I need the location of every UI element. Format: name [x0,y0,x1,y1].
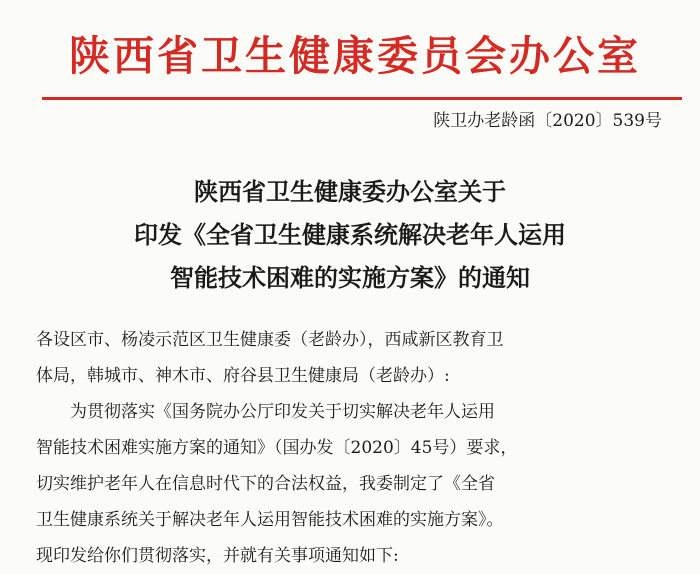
addressee-line: 体局，韩城市、神木市、府谷县卫生健康局（老龄办）: [36,366,450,386]
document-body [36,322,676,574]
addressee-line: 各设区市、杨凌示范区卫生健康委（老龄办），西咸新区教育卫 [36,330,504,350]
body-line: 现印发给你们贯彻落实，并就有关事项通知如下: [36,546,399,566]
title-line: 智能技术困难的实施方案》的通知 [170,263,530,292]
body-line: 切实维护老年人在信息时代下的合法权益，我委制定了《全省 [36,474,495,494]
body-line: 卫生健康系统关于解决老年人运用智能技术困难的实施方案》。 [36,510,504,530]
title-line: 印发《全省卫生健康系统解决老年人运用 [134,220,566,249]
body-line: 为贯彻落实《国务院办公厅印发关于切实解决老年人运用 [70,402,495,422]
document-number: 陕卫办老龄函〔2020〕539号 [433,111,662,131]
red-header-rule [42,97,682,100]
title-line: 陕西省卫生健康委办公室关于 [194,177,506,206]
body-line: 智能技术困难实施方案的通知》（国办发〔2020〕45号）要求， [36,438,518,458]
document-title [30,170,670,299]
issuing-authority-title: 陕西省卫生健康委员会办公室 [69,32,641,80]
